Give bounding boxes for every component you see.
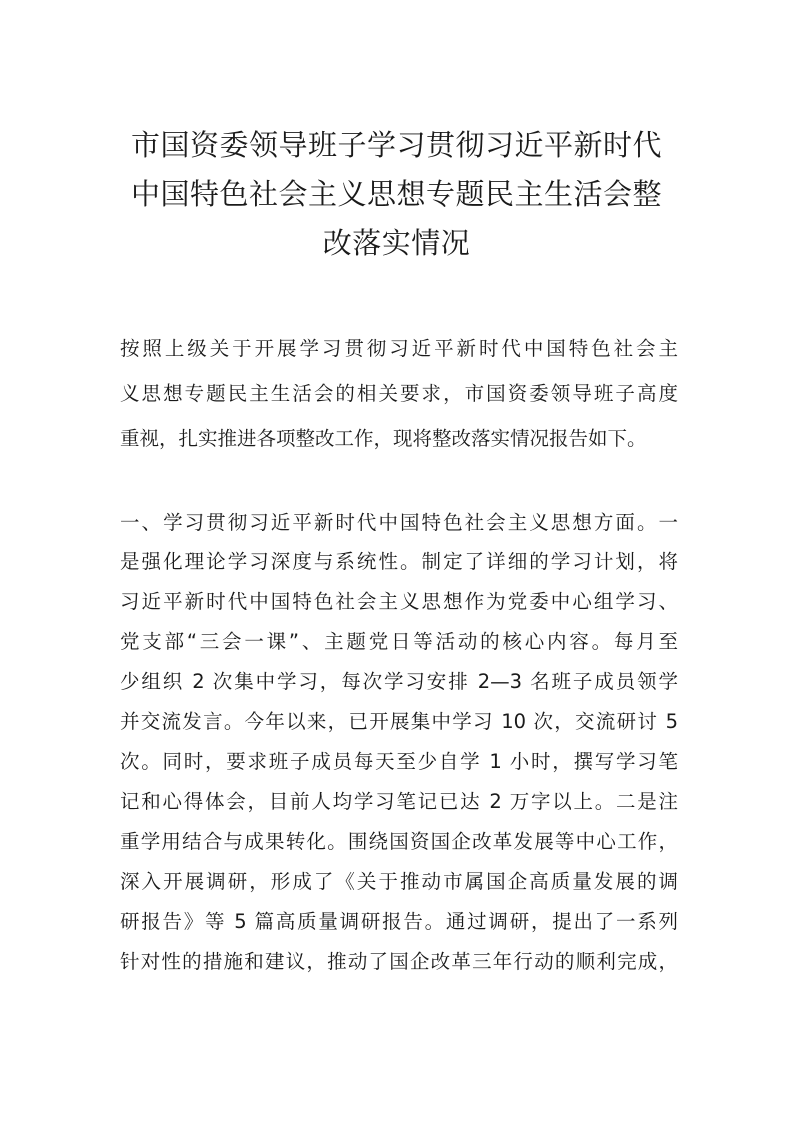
paragraph-2-line-11: 研报告》等 5 篇高质量调研报告。通过调研，提出了一系列 <box>120 910 678 933</box>
paragraph-2-line-2: 是强化理论学习深度与系统性。制定了详细的学习计划，将 <box>120 550 678 573</box>
document-title-line-1: 市国资委领导班子学习贯彻习近平新时代 <box>130 128 662 162</box>
paragraph-1-line-2: 义思想专题民主生活会的相关要求，市国资委领导班子高度 <box>120 382 678 405</box>
document-title-line-3: 改落实情况 <box>322 226 471 260</box>
paragraph-2-line-12: 针对性的措施和建议，推动了国企改革三年行动的顺利完成， <box>120 950 678 973</box>
paragraph-1-line-3: 重视，扎实推进各项整改工作，现将整改落实情况报告如下。 <box>120 427 647 450</box>
paragraph-2-line-9: 重学用结合与成果转化。围绕国资国企改革发展等中心工作， <box>120 830 678 853</box>
paragraph-2-line-3: 习近平新时代中国特色社会主义思想作为党委中心组学习、 <box>120 590 678 613</box>
paragraph-2-line-10: 深入开展调研，形成了《关于推动市属国企高质量发展的调 <box>120 870 678 893</box>
paragraph-2-line-7: 次。同时，要求班子成员每天至少自学 1 小时，撰写学习笔 <box>120 750 678 773</box>
document-title-line-2: 中国特色社会主义思想专题民主生活会整 <box>130 177 662 211</box>
paragraph-1-line-1: 按照上级关于开展学习贯彻习近平新时代中国特色社会主 <box>120 337 678 360</box>
paragraph-2-line-6: 并交流发言。今年以来，已开展集中学习 10 次，交流研讨 5 <box>120 710 678 733</box>
paragraph-2-line-1: 一、学习贯彻习近平新时代中国特色社会主义思想方面。一 <box>120 511 678 534</box>
paragraph-2-line-5: 少组织 2 次集中学习，每次学习安排 2—3 名班子成员领学 <box>120 670 678 693</box>
paragraph-2-line-4: 党支部“三会一课”、主题党日等活动的核心内容。每月至 <box>120 630 678 653</box>
paragraph-2-line-8: 记和心得体会，目前人均学习笔记已达 2 万字以上。二是注 <box>120 790 678 813</box>
